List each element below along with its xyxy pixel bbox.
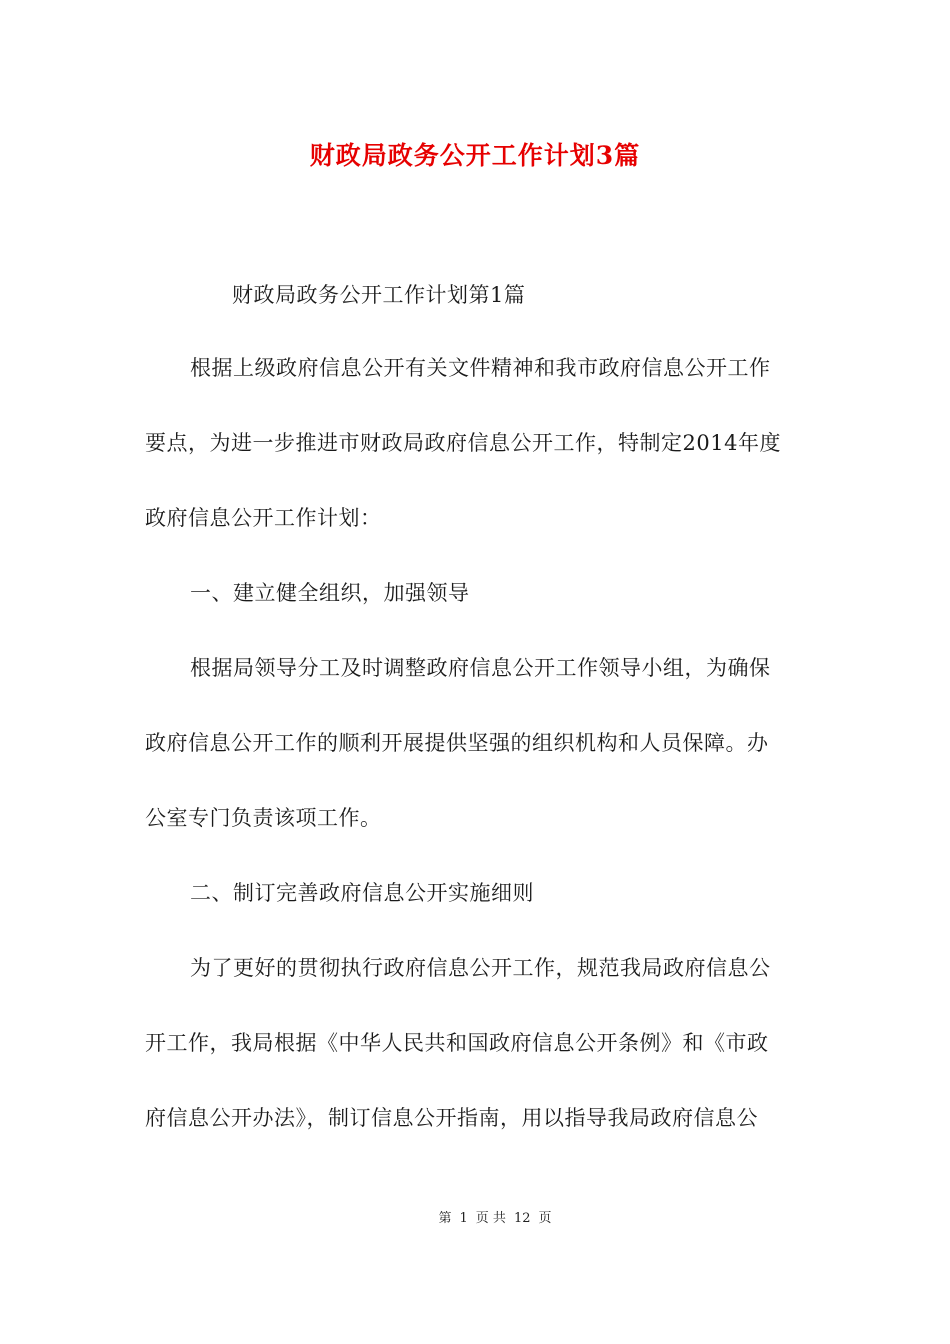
paragraph-line: 开工作，我局根据《中华人民共和国政府信息公开条例》和《市政 <box>145 1031 769 1055</box>
paragraph-line: 政府信息公开工作的顺利开展提供坚强的组织机构和人员保障。办 <box>145 731 769 755</box>
footer-total-pages: 12 <box>513 1211 531 1226</box>
paragraph-line: 府信息公开办法》，制订信息公开指南，用以指导我局政府信息公 <box>145 1106 758 1130</box>
paragraph-line: 为了更好的贯彻执行政府信息公开工作，规范我局政府信息公 <box>190 956 771 980</box>
paragraph-line: 政府信息公开工作计划： <box>145 506 382 530</box>
paragraph-line: 根据上级政府信息公开有关文件精神和我市政府信息公开工作 <box>190 356 771 380</box>
footer-middle: 页 共 <box>475 1211 506 1226</box>
document-title: 财政局政务公开工作计划3篇 <box>309 141 641 170</box>
paragraph-line: 公室专门负责该项工作。 <box>145 806 382 830</box>
section-subtitle: 财政局政务公开工作计划第1篇 <box>232 283 526 307</box>
section-heading: 二、制订完善政府信息公开实施细则 <box>190 881 534 905</box>
footer-current-page: 1 <box>459 1211 468 1226</box>
footer-prefix: 第 <box>438 1211 452 1226</box>
paragraph-line: 根据局领导分工及时调整政府信息公开工作领导小组，为确保 <box>190 656 771 680</box>
footer-suffix: 页 <box>538 1211 552 1226</box>
paragraph-line: 要点，为进一步推进市财政局政府信息公开工作，特制定2014年度 <box>145 431 781 455</box>
section-heading: 一、建立健全组织，加强领导 <box>190 581 470 605</box>
page-footer <box>0 1207 950 1226</box>
